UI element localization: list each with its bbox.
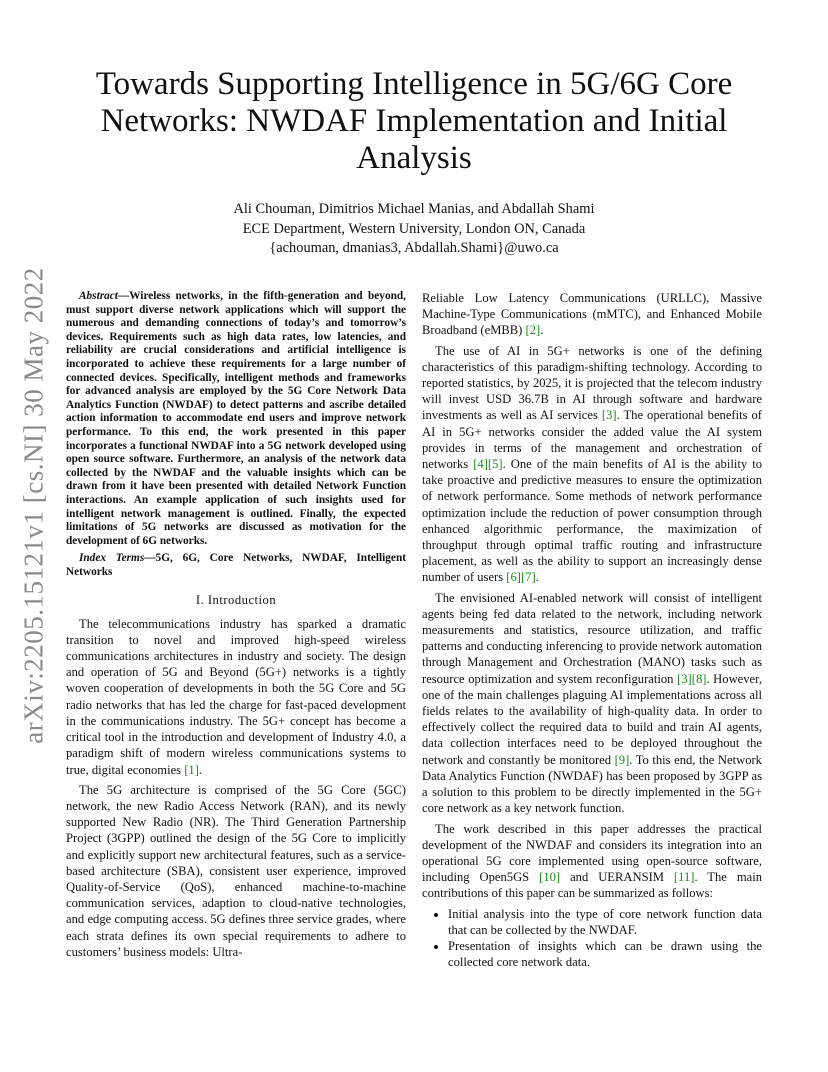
rp2-text: The envisioned AI-enabled network will consist of intelligent agents being fed data related to the network, including network measurements and statistics, resource utilization, and traffic patterns and conducting inferencing to provide network automation through Management and Orchestration (MANO) tasks such as resource optimization and system reconfiguration [422,590,762,686]
citation-link[interactable]: [11] [673,870,695,885]
rp3-text: The work described in this paper addresses the practical development of the NWDAF and considers its integration into an operational 5G core implemented using open-source software, including Open5GS [422,821,762,885]
list-item: • Presentation of insights which can be drawn using the collected core network data. [448,938,762,970]
citation-link[interactable]: [5] [487,457,503,472]
citation-link[interactable]: [3] [601,408,617,423]
intro-p1-end: . [198,762,203,777]
rp2-end: . To this end, the Network Data Analytics Function (NWDAF) has been proposed by 3GPP as a solution to this problem to be directly implemented in the 5G+ core network as a key network function. [422,752,762,816]
left-column [66,290,406,964]
paper-title: Towards Supporting Intelligence in 5G/6G Core Networks: NWDAF Implementation and Initial Analysis [95,66,733,176]
citation-link[interactable]: [8] [691,671,707,686]
citation-link[interactable]: [7] [520,570,536,585]
author-block [66,200,762,259]
right-paragraph-3 [422,821,762,902]
arxiv-stamp [14,266,54,744]
index-terms-lead: Index Terms [79,552,145,565]
citation-link[interactable]: [2] [525,323,541,338]
right-paragraph-1 [422,343,762,586]
section-heading-introduction: I. Introduction [195,593,277,608]
intro-paragraph-2: The 5G architecture is comprised of the 5G Core (5GC) network, the new Radio Access Network (RAN), and its newly supported New Radio (NR). The Third Generation Partnership Project (3GPP) outlined the design of the 5G Core to implicitly and explicitly support new architectural features, such as a service-based architecture (SBA), consistent user experience, improved Quality-of-Service (QoS), enhanced machine-to-machine communication services, adaption to cloud-native technologies, and edge computing access. 5G defines three service grades, where each strata defines its own special requirements to adhere to customers’ business models: Ultra- [66,782,406,959]
citation-link[interactable]: [10] [539,870,561,885]
right-paragraph-2 [422,590,762,817]
citation-link[interactable]: [9] [614,752,630,767]
author-emails: {achouman, dmanias3, Abdallah.Shami}@uwo.ca [269,240,559,256]
author-affiliation: ECE Department, Western University, London ON, Canada [242,220,586,237]
abstract-lead: Abstract [79,290,118,302]
rp1-mid: . The operational benefits of AI in 5G+ networks consider the added value the AI system provides in terms of the management and orchestration of networks [422,408,762,472]
citation-link[interactable]: [1] [184,762,199,777]
rp3-mid: and UERANSIM [560,870,674,885]
abstract-text: —Wireless networks, in the fifth-generation and beyond, must support diverse network applications which will support the numerous and demanding connections of today’s and tomorrow’s devices. Requirements such as high data rates, low latencies, and reliability are crucial considerations and artificial intelligence is incorporated to achieve these requirements for a large number of connected devices. Specifically, intelligent methods and frameworks for advanced analysis are employed by the 5G Core Network Data Analytics Function (NWDAF) to detect patterns and ascribe detailed action information to accommodate end users and improve network performance. To this end, the work presented in this paper incorporates a functional NWDAF into a 5G network developed using open source software. Furthermore, an analysis of the network data collected by the NWDAF and the valuable insights which can be drawn from it have been presented with detailed Network Function interactions. An example application of such insights used for intelligent network management is outlined. Finally, the expected limitations of 5G networks are discussed as motivation for the development of 6G networks. [66,290,406,547]
list-item: • Initial analysis into the type of core network function data that can be collected by the NWDAF. [448,906,762,938]
author-names: Ali Chouman, Dimitrios Michael Manias, and Abdallah Shami [233,201,595,217]
index-terms-text: —5G, 6G, Core Networks, NWDAF, Intelligent Networks [66,552,406,578]
rp0-text: Reliable Low Latency Communications (URLLC), Massive Machine-Type Communications (mMTC), and Enhanced Mobile Broadband (eMBB) [422,291,762,338]
rp2-mid: . However, one of the main challenges plaguing AI implementations across all fields relates to the availability of high-quality data. In order to effectively collect the required data to build and train AI agents, data collection interfaces need to be deployed throughout the network and constantly be monitored [422,671,762,767]
contributions-list [422,906,762,971]
rp0-end: . [540,323,544,338]
intro-paragraph-1 [66,616,406,778]
index-terms [66,552,406,579]
rp1-mid2: . One of the main benefits of AI is the ability to take proactive and predictive measures to ensure the optimization of network performance. Some methods of network performance optimization include the reduction of power consumption through enhanced algorithmic performance, the maximization of throughput through optimal traffic routing and infrastructure placement, as well as the ability to support an increasingly dense number of users [422,457,762,585]
arxiv-stamp-text: arXiv:2205.15121v1 [cs.NI] 30 May 2022 [18,266,49,744]
abstract [66,290,406,548]
citation-link[interactable]: [4] [473,457,488,472]
rp3-end: . The main contributions of this paper can be summarized as follows: [422,870,763,901]
citation-link[interactable]: [6] [506,570,521,585]
right-column [422,290,762,970]
intro-p1-text: The telecommunications industry has sparked a dramatic transition to novel and improved high-speed wireless communications architectures in industry and society. The design and operation of 5G and Beyond (5G+) networks is a tightly woven cooperation of developments in both the 5G Core and 5G radio networks that has led the charge for fast-paced development in the communications industry. The 5G+ concept has become a critical tool in the introduction and development of Industry 4.0, a paradigm shift of modern wireless communications systems to true, digital economies [66,616,406,777]
right-paragraph-0 [422,290,762,339]
citation-link[interactable]: [3] [677,671,692,686]
rp1-end: . [535,570,539,585]
rp1-text: The use of AI in 5G+ networks is one of the defining characteristics of this paradigm-shifting technology. According to reported statistics, by 2025, it is projected that the telecom industry will invest USD 36.7B in AI through software and hardware investments as well as AI services [422,343,762,423]
